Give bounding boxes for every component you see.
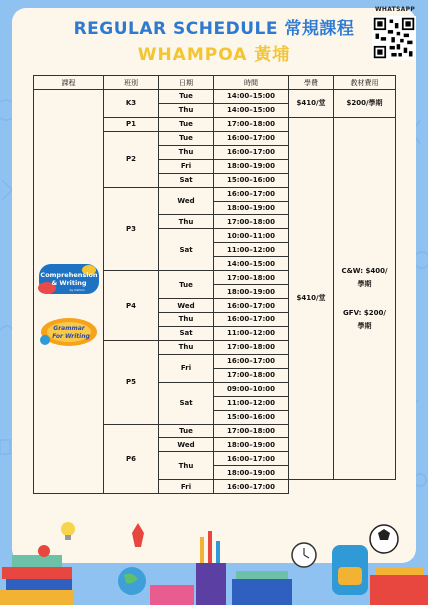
day-cell: Fri — [159, 480, 214, 494]
col-header-course: 課程 — [34, 76, 104, 90]
day-cell: Fri — [159, 354, 214, 382]
class-cell: P5 — [104, 340, 159, 424]
time-cell: 18:00–19:00 — [214, 438, 289, 452]
day-cell: Sat — [159, 382, 214, 424]
material-cell: $200/學期 — [334, 90, 396, 118]
time-cell: 16:00–17:00 — [214, 480, 289, 494]
page-subtitle: WHAMPOA 黃埔 — [137, 45, 291, 65]
day-cell: Tue — [159, 131, 214, 145]
time-cell: 17:00–18:00 — [214, 215, 289, 229]
time-cell: 17:00–18:00 — [214, 340, 289, 354]
day-cell: Sat — [159, 326, 214, 340]
day-cell: Tue — [159, 90, 214, 104]
time-cell: 17:00–18:00 — [214, 117, 289, 131]
time-cell: 14:00–15:00 — [214, 257, 289, 271]
table-row — [34, 90, 396, 104]
time-cell: 15:00–16:00 — [214, 173, 289, 187]
time-cell: 16:00–17:00 — [214, 145, 289, 159]
time-cell: 16:00–17:00 — [214, 452, 289, 466]
col-header-day: 日期 — [159, 76, 214, 90]
class-cell: P2 — [104, 131, 159, 187]
class-cell: P4 — [104, 271, 159, 341]
time-cell: 09:00–10:00 — [214, 382, 289, 396]
time-cell: 16:00–17:00 — [214, 187, 289, 201]
time-cell: 18:00–19:00 — [214, 466, 289, 480]
day-cell: Thu — [159, 215, 214, 229]
day-cell: Wed — [159, 438, 214, 452]
col-header-fee: 學費 — [289, 76, 334, 90]
page-title: REGULAR SCHEDULE 常規課程 — [73, 19, 355, 39]
comprehension-logo-tag: by Oxford — [69, 288, 85, 292]
grammar-logo-line2: For Writing — [52, 333, 90, 340]
time-cell: 16:00–17:00 — [214, 313, 289, 327]
comprehension-logo-line2: & Writing — [51, 279, 87, 287]
day-cell: Thu — [159, 313, 214, 327]
time-cell: 14:00–15:00 — [214, 103, 289, 117]
course-logos — [37, 262, 101, 352]
day-cell: Tue — [159, 117, 214, 131]
day-cell: Sat — [159, 229, 214, 271]
fee-cell: $410/堂 — [289, 90, 334, 118]
class-cell: P3 — [104, 187, 159, 271]
time-cell: 16:00–17:00 — [214, 131, 289, 145]
comprehension-writing-logo — [38, 264, 99, 294]
time-cell: 11:00–12:00 — [214, 326, 289, 340]
material-gfv: GFV: $200/學期 — [343, 308, 386, 330]
class-cell: P1 — [104, 117, 159, 131]
time-cell: 16:00–17:00 — [214, 299, 289, 313]
time-cell: 18:00–19:00 — [214, 201, 289, 215]
grammar-for-writing-logo — [40, 318, 97, 346]
time-cell: 18:00–19:00 — [214, 159, 289, 173]
time-cell: 18:00–19:00 — [214, 285, 289, 299]
day-cell: Thu — [159, 340, 214, 354]
stationery-illustration — [0, 515, 428, 605]
grammar-logo-line1: Grammar — [53, 325, 85, 332]
fee-cell: $410/堂 — [289, 117, 334, 479]
time-cell: 15:00–16:00 — [214, 410, 289, 424]
comprehension-logo-line1: Comprehension — [40, 271, 98, 279]
col-header-time: 時間 — [214, 76, 289, 90]
table-header-row — [34, 76, 396, 90]
time-cell: 11:00–12:00 — [214, 243, 289, 257]
day-cell: Wed — [159, 187, 214, 215]
col-header-material: 教材費用 — [334, 76, 396, 90]
day-cell: Sat — [159, 173, 214, 187]
day-cell: Fri — [159, 159, 214, 173]
time-cell: 17:00–18:00 — [214, 271, 289, 285]
day-cell: Wed — [159, 299, 214, 313]
time-cell: 10:00–11:00 — [214, 229, 289, 243]
col-header-class: 班別 — [104, 76, 159, 90]
material-cw: C&W: $400/學期 — [341, 266, 388, 288]
time-cell: 16:00–17:00 — [214, 354, 289, 368]
time-cell: 17:00–18:00 — [214, 368, 289, 382]
day-cell: Thu — [159, 452, 214, 480]
material-cell — [334, 117, 396, 479]
whatsapp-label: WHATSAPP — [374, 6, 416, 13]
day-cell: Tue — [159, 424, 214, 438]
day-cell: Thu — [159, 103, 214, 117]
class-cell: K3 — [104, 90, 159, 118]
day-cell: Tue — [159, 271, 214, 299]
class-cell: P6 — [104, 424, 159, 494]
time-cell: 17:00–18:00 — [214, 424, 289, 438]
day-cell: Thu — [159, 145, 214, 159]
time-cell: 11:00–12:00 — [214, 396, 289, 410]
time-cell: 14:00–15:00 — [214, 90, 289, 104]
